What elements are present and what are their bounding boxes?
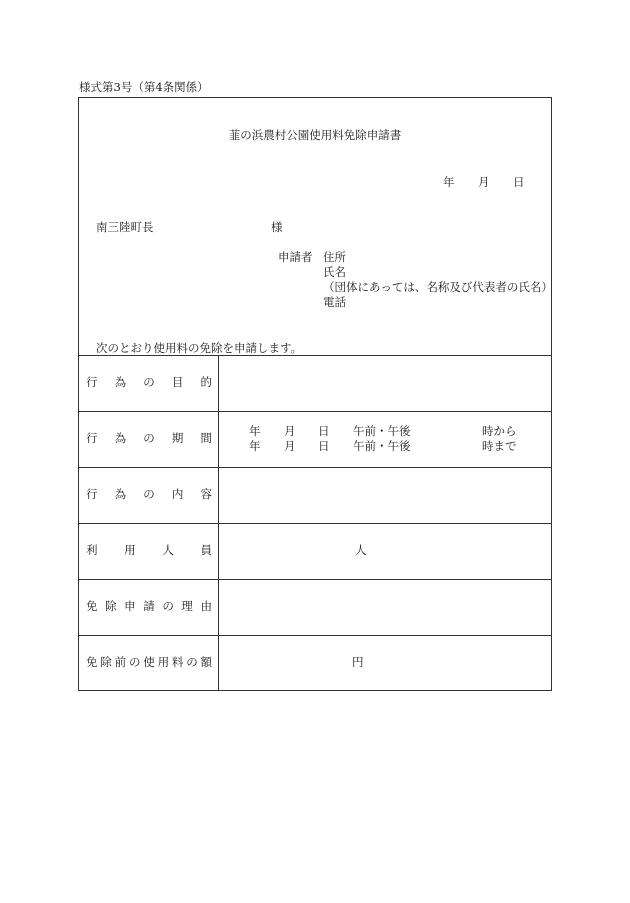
label-char: 利 (86, 543, 98, 557)
applicant-name: 氏名 (323, 265, 346, 279)
label-char: 申 (124, 599, 136, 613)
label-char: 請 (143, 599, 155, 613)
people-unit: 人 (355, 543, 367, 557)
applicant-label: 申請者 (278, 250, 313, 264)
date-day: 日 (513, 175, 525, 189)
label-char: 用 (157, 655, 170, 669)
label-char: 前 (114, 655, 127, 669)
label-char: の (143, 431, 155, 445)
label-char: 除 (105, 599, 117, 613)
period-from-ampm: 午前・午後 (353, 424, 411, 438)
period-to-day: 日 (318, 439, 330, 453)
table-row-divider (78, 579, 552, 580)
label-char: 行 (86, 375, 98, 389)
table-row-divider (78, 467, 552, 468)
date-year: 年 (443, 175, 455, 189)
label-char: 除 (100, 655, 112, 669)
table-column-divider (218, 355, 219, 691)
label-char: の (186, 655, 198, 669)
table-row-divider (78, 355, 552, 356)
label-char: 間 (200, 431, 212, 445)
label-char: 的 (200, 375, 212, 389)
label-char: 行 (86, 487, 98, 501)
period-from-day: 日 (318, 424, 330, 438)
row-label-reason (86, 601, 212, 613)
label-char: 理 (181, 599, 193, 613)
label-char: 料 (171, 655, 184, 669)
applicant-address: 住所 (323, 250, 346, 264)
label-char: の (143, 487, 155, 501)
row-label-content (86, 489, 212, 501)
period-to-month: 月 (284, 439, 296, 453)
table-row-divider (78, 411, 552, 412)
addressee: 南三陸町長 (96, 220, 154, 234)
fee-unit: 円 (352, 655, 364, 669)
label-char: 期 (171, 431, 184, 445)
label-char: 使 (143, 655, 155, 669)
label-char: 目 (171, 375, 184, 389)
date-month: 月 (478, 175, 490, 189)
period-to-ampm: 午前・午後 (353, 439, 411, 453)
label-char: の (128, 655, 141, 669)
period-to-suffix: 時まで (482, 439, 517, 453)
label-char: 員 (200, 543, 212, 557)
period-from-year: 年 (249, 424, 261, 438)
label-char: 用 (124, 543, 136, 557)
label-char: 人 (162, 543, 174, 557)
document-title: 韮の浜農村公園使用料免除申請書 (228, 128, 402, 142)
applicant-phone: 電話 (323, 295, 346, 309)
label-char: 由 (200, 599, 212, 613)
label-char: 免 (86, 599, 98, 613)
period-from-suffix: 時から (482, 424, 517, 438)
period-from-month: 月 (284, 424, 296, 438)
label-char: 為 (114, 431, 127, 445)
label-char: 容 (200, 487, 212, 501)
label-char: 免 (86, 655, 98, 669)
row-label-fee (86, 657, 212, 669)
label-char: 行 (86, 431, 98, 445)
table-row-divider (78, 635, 552, 636)
row-label-people (86, 545, 212, 557)
row-label-period (86, 433, 212, 445)
honorific: 様 (271, 220, 283, 234)
label-char: の (162, 599, 174, 613)
period-to-year: 年 (249, 439, 261, 453)
form-number: 様式第3号（第4条関係） (79, 80, 209, 94)
label-char: の (143, 375, 155, 389)
intro-text: 次のとおり使用料の免除を申請します。 (96, 341, 303, 355)
label-char: 内 (171, 487, 184, 501)
table-row-divider (78, 523, 552, 524)
row-label-purpose (86, 377, 212, 389)
label-char: 為 (114, 375, 127, 389)
label-char: 額 (200, 655, 212, 669)
label-char: 為 (114, 487, 127, 501)
applicant-group-note: （団体にあっては、名称及び代表者の氏名） (323, 280, 553, 294)
